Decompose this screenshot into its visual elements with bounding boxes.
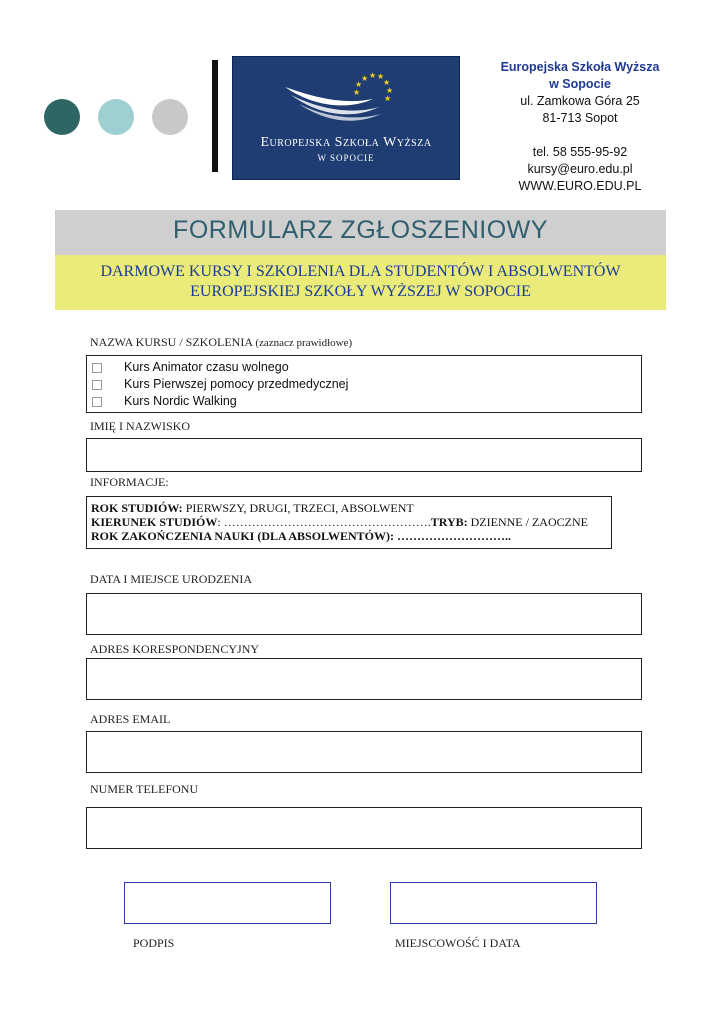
info-year-value: PIERWSZY, DRUGI, TRZECI, ABSOLWENT (182, 501, 414, 515)
form-subtitle (55, 262, 666, 302)
info-end-key: ROK ZAKOŃCZENIA NAUKI (DLA ABSOLWENTÓW): ……………………….. (91, 529, 511, 543)
place-date-label: MIEJSCOWOŚĆ I DATA (395, 936, 521, 950)
svg-text:★: ★ (383, 78, 391, 87)
info-year-line (91, 501, 414, 516)
contact-website[interactable]: WWW.EURO.EDU.PL (518, 179, 642, 193)
signature-label: PODPIS (133, 936, 175, 950)
signature-field[interactable] (124, 882, 331, 924)
course-label (90, 335, 352, 350)
place-date-field[interactable] (390, 882, 597, 924)
title-bar (55, 210, 666, 255)
contact-school-city: w Sopocie (549, 77, 611, 91)
contact-phone: tel. 58 555-95-92 (532, 145, 628, 159)
contact-postal: 81-713 Sopot (542, 111, 618, 125)
logo-name-line2: W SOPOCIE (317, 153, 375, 163)
logo-emblem (233, 57, 459, 137)
svg-text:★: ★ (353, 88, 361, 97)
svg-text:★: ★ (377, 72, 385, 81)
contact-email[interactable]: kursy@euro.edu.pl (527, 162, 633, 176)
birth-field[interactable] (86, 593, 642, 635)
course-option-label: Kurs Pierwszej pomocy przedmedycznej (124, 377, 349, 391)
info-label: INFORMACJE: (90, 475, 169, 489)
course-option-3[interactable] (92, 394, 237, 408)
name-label: IMIĘ I NAZWISKO (90, 419, 190, 433)
subtitle-line1: DARMOWE KURSY I SZKOLENIA DLA STUDENTÓW I ABSOLWENTÓW (100, 263, 621, 280)
address-label: ADRES KORESPONDENCYJNY (90, 642, 260, 656)
svg-text:★: ★ (369, 71, 377, 80)
email-field[interactable] (86, 731, 642, 773)
logo-name-line1: Europejska Szkoła Wyższa (260, 135, 432, 150)
checkbox[interactable] (92, 380, 102, 390)
course-option-1[interactable] (92, 360, 289, 374)
decorative-dot-grey (152, 99, 188, 135)
subtitle-bar (55, 255, 666, 310)
contact-school-name: Europejska Szkoła Wyższa (500, 60, 660, 74)
info-mode-key: TRYB: (430, 515, 468, 529)
info-field-line (91, 515, 588, 530)
course-option-label: Kurs Nordic Walking (124, 394, 237, 408)
decorative-dot-dark (44, 99, 80, 135)
email-label: ADRES EMAIL (90, 712, 171, 726)
info-field-value: : ……………………………………………. (217, 515, 431, 529)
info-end-line (91, 529, 511, 544)
svg-text:★: ★ (355, 80, 363, 89)
address-field[interactable] (86, 658, 642, 700)
phone-label: NUMER TELEFONU (90, 782, 199, 796)
decorative-dot-light (98, 99, 134, 135)
svg-text:★: ★ (361, 74, 369, 83)
contact-block (480, 59, 680, 195)
course-label-text: NAZWA KURSU / SZKOLENIA (90, 335, 253, 349)
course-label-hint: (zaznacz prawidłowe) (255, 337, 353, 349)
course-option-label: Kurs Animator czasu wolnego (124, 360, 289, 374)
vertical-divider (212, 60, 218, 172)
birth-label: DATA I MIEJSCE URODZENIA (90, 572, 253, 586)
info-field-key: KIERUNEK STUDIÓW (91, 515, 218, 529)
form-title: FORMULARZ ZGŁOSZENIOWY (173, 216, 548, 244)
school-logo (232, 56, 460, 180)
checkbox[interactable] (92, 397, 102, 407)
svg-text:★: ★ (384, 94, 392, 103)
svg-text:★: ★ (386, 86, 394, 95)
subtitle-line2: EUROPEJSKIEJ SZKOŁY WYŻSZEJ W SOPOCIE (190, 283, 531, 300)
phone-field[interactable] (86, 807, 642, 849)
checkbox[interactable] (92, 363, 102, 373)
course-option-2[interactable] (92, 377, 348, 391)
contact-street: ul. Zamkowa Góra 25 (520, 94, 640, 108)
name-field[interactable] (86, 438, 642, 472)
info-year-key: ROK STUDIÓW: (91, 501, 183, 515)
info-mode-value: DZIENNE / ZAOCZNE (467, 515, 588, 529)
